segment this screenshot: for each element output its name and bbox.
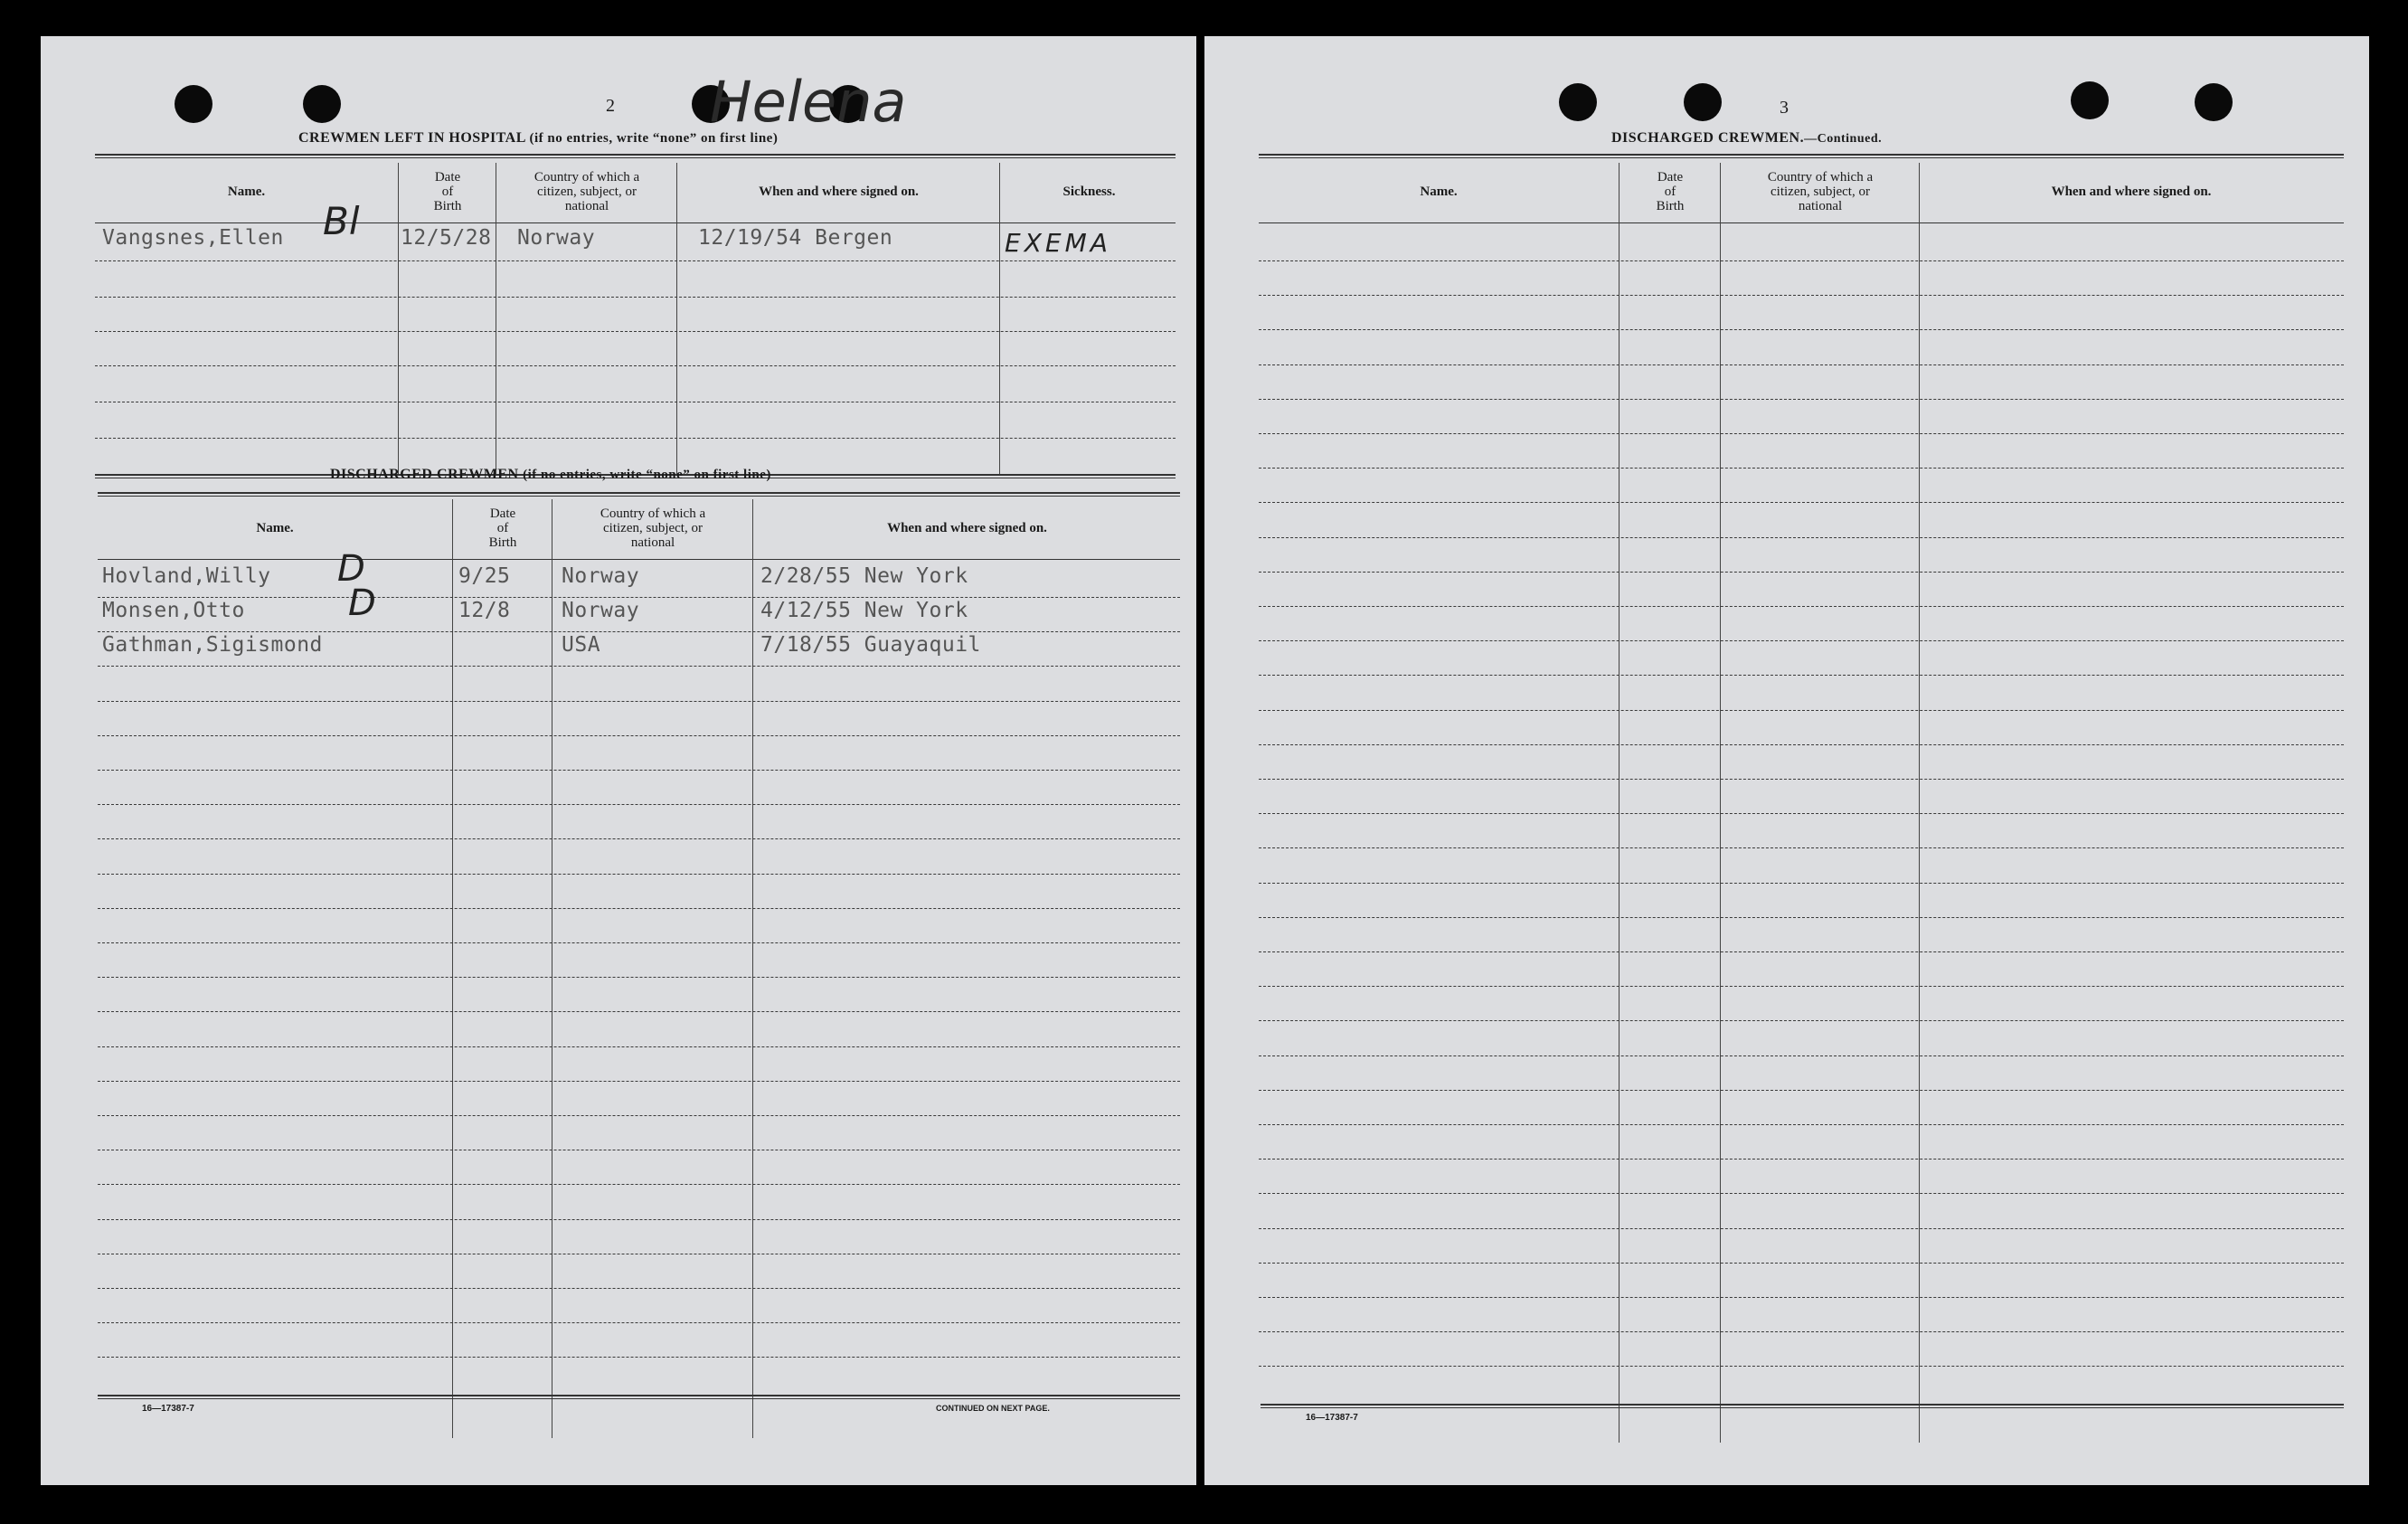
row-line <box>98 1081 1180 1082</box>
left-page <box>41 36 1196 1485</box>
hospital-row-dob: 12/5/28 <box>401 226 492 250</box>
divider <box>1261 1404 2344 1408</box>
row-line <box>98 1219 1180 1220</box>
column-divider <box>398 163 399 475</box>
discharged-row-dob: 12/8 <box>458 599 511 622</box>
hospital-row-country: Norway <box>517 226 596 250</box>
row-line <box>98 701 1180 702</box>
row-line <box>1259 779 2344 780</box>
form-number: 16—17387-7 <box>142 1404 194 1414</box>
hospital-row-signed: 12/19/54 Bergen <box>698 226 893 250</box>
row-line <box>1259 1331 2344 1332</box>
discharged-row-signed: 2/28/55 New York <box>760 564 968 588</box>
column-divider <box>1720 163 1721 1443</box>
punch-hole <box>175 85 212 123</box>
row-line <box>1259 260 2344 261</box>
row-line <box>1259 1366 2344 1367</box>
divider <box>98 492 1180 497</box>
row-line <box>1259 399 2344 400</box>
row-line <box>98 908 1180 909</box>
discharged-row-name: Gathman,Sigismond <box>102 633 323 657</box>
row-line <box>1259 502 2344 503</box>
row-line <box>98 1184 1180 1185</box>
discharged-row-dob: 9/25 <box>458 564 511 588</box>
header-dob: Date of Birth <box>488 506 517 550</box>
discharged-row-signed: 4/12/55 New York <box>760 599 968 622</box>
continued-note: CONTINUED ON NEXT PAGE. <box>936 1404 1050 1413</box>
row-line <box>1259 433 2344 434</box>
discharged-continued-title: DISCHARGED CREWMEN.—Continued. <box>1611 130 1883 146</box>
row-line <box>98 838 1180 839</box>
row-line <box>1259 329 2344 330</box>
row-line <box>98 1322 1180 1323</box>
divider <box>1259 154 2344 158</box>
row-line <box>1259 1055 2344 1056</box>
row-line <box>98 1011 1180 1012</box>
row-line <box>1259 295 2344 296</box>
form-number: 16—17387-7 <box>1306 1413 1358 1423</box>
punch-hole <box>303 85 341 123</box>
row-line <box>98 874 1180 875</box>
column-divider <box>676 163 677 475</box>
hospital-section-title: CREWMEN LEFT IN HOSPITAL (if no entries, write “none” on first line) <box>298 130 779 146</box>
page-number: 2 <box>606 96 615 116</box>
page-number: 3 <box>1780 98 1789 118</box>
column-divider <box>1919 163 1920 1443</box>
divider <box>98 559 1180 560</box>
header-dob: Date of Birth <box>433 170 462 213</box>
row-line <box>98 1115 1180 1116</box>
discharged-section-title: DISCHARGED CREWMEN (if no entries, write “none” on first line) <box>330 467 771 482</box>
row-line <box>1259 675 2344 676</box>
discharged-row-mark: D <box>337 548 365 590</box>
row-line <box>95 331 1176 332</box>
row-line <box>1259 572 2344 573</box>
hospital-row-name: Vangsnes,Ellen <box>102 226 284 250</box>
row-line <box>1259 847 2344 848</box>
row-line <box>1259 468 2344 469</box>
row-line <box>1259 986 2344 987</box>
hospital-row-mark: Bl <box>323 199 360 243</box>
right-page <box>1204 36 2369 1485</box>
hospital-row-sickness: EXEMA <box>1005 228 1111 258</box>
row-line <box>98 977 1180 978</box>
header-dob: Date of Birth <box>1656 170 1685 213</box>
row-line <box>1259 1228 2344 1229</box>
row-line <box>95 260 1176 261</box>
row-line <box>1259 1263 2344 1264</box>
header-signed: When and where signed on. <box>2051 185 2212 199</box>
header-country: Country of which a citizen, subject, or national <box>600 506 706 550</box>
header-name: Name. <box>256 521 294 535</box>
row-line <box>1259 1159 2344 1160</box>
punch-hole <box>1559 83 1597 121</box>
row-line <box>98 1288 1180 1289</box>
header-name: Name. <box>227 185 266 199</box>
row-line <box>98 666 1180 667</box>
row-line <box>1259 883 2344 884</box>
divider <box>95 222 1176 223</box>
row-line <box>1259 1090 2344 1091</box>
row-line <box>98 804 1180 805</box>
discharged-row-signed: 7/18/55 Guayaquil <box>760 633 981 657</box>
header-sickness: Sickness. <box>1062 185 1116 199</box>
discharged-row-country: USA <box>562 633 601 657</box>
row-line <box>98 597 1180 598</box>
row-line <box>95 438 1176 439</box>
punch-hole <box>1684 83 1722 121</box>
row-line <box>98 942 1180 943</box>
punch-hole <box>2195 83 2233 121</box>
discharged-row-country: Norway <box>562 564 640 588</box>
discharged-row-name: Monsen,Otto <box>102 599 245 622</box>
header-signed: When and where signed on. <box>887 521 1047 535</box>
row-line <box>1259 1020 2344 1021</box>
handwritten-vessel-name: Helena <box>710 69 907 135</box>
row-line <box>1259 1124 2344 1125</box>
divider <box>98 1395 1180 1399</box>
row-line <box>1259 744 2344 745</box>
row-line <box>95 365 1176 366</box>
row-line <box>1259 537 2344 538</box>
discharged-row-mark: D <box>348 582 376 624</box>
column-divider <box>752 499 753 1438</box>
header-country: Country of which a citizen, subject, or national <box>534 170 640 213</box>
row-line <box>95 297 1176 298</box>
column-divider <box>999 163 1000 475</box>
row-line <box>1259 1193 2344 1194</box>
row-line <box>1259 710 2344 711</box>
row-line <box>98 770 1180 771</box>
row-line <box>98 1046 1180 1047</box>
header-name: Name. <box>1420 185 1458 199</box>
column-divider <box>452 499 453 1438</box>
row-line <box>98 1357 1180 1358</box>
punch-hole <box>2071 81 2109 119</box>
row-line <box>1259 1297 2344 1298</box>
header-signed: When and where signed on. <box>759 185 919 199</box>
header-country: Country of which a citizen, subject, or national <box>1767 170 1874 213</box>
row-line <box>1259 606 2344 607</box>
row-line <box>1259 951 2344 952</box>
discharged-row-name: Hovland,Willy <box>102 564 271 588</box>
row-line <box>1259 917 2344 918</box>
divider <box>1259 222 2344 223</box>
row-line <box>1259 364 2344 365</box>
divider <box>95 154 1176 158</box>
row-line <box>98 735 1180 736</box>
discharged-row-country: Norway <box>562 599 640 622</box>
row-line <box>1259 813 2344 814</box>
row-line <box>1259 640 2344 641</box>
